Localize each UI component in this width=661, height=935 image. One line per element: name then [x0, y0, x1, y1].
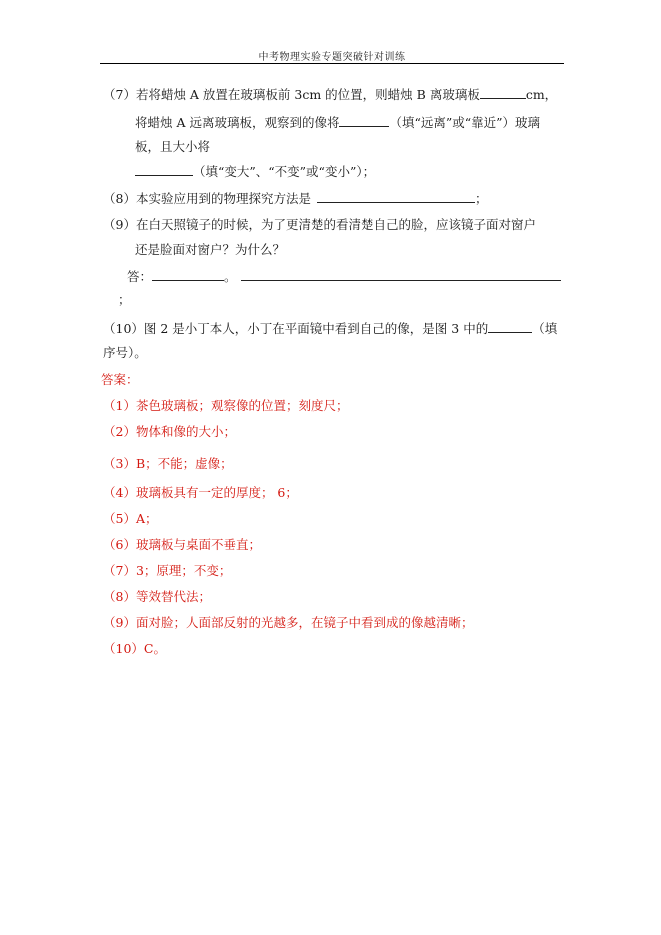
q8-text-1b: ； [474, 191, 488, 206]
header-divider [100, 63, 564, 64]
q7-line-1 [103, 86, 557, 103]
q7-text-2b: （填“远离”或“靠近”）玻璃 [389, 115, 541, 130]
q9-answer-mid: 。 [224, 269, 237, 284]
q7-line-4 [135, 163, 375, 180]
answer-item-9: （9）面对脸；人面部反射的光越多，在镜子中看到成的像越清晰； [103, 615, 474, 630]
q9-answer-line [127, 268, 561, 285]
q9-blank-choice[interactable] [152, 268, 224, 281]
answer-item-8: （8）等效替代法； [103, 589, 211, 604]
q7-text-1a: （7）若将蜡烛 A 放置在玻璃板前 3cm 的位置，则蜡烛 B 离玻璃板 [103, 87, 480, 102]
q7-blank-direction[interactable] [339, 114, 389, 127]
answer-item-5: （5）A； [103, 511, 158, 526]
q8-blank-method[interactable] [317, 190, 475, 203]
q9-answer-end: ； [118, 292, 131, 307]
answer-item-3: （3）B；不能；虚像； [103, 456, 233, 471]
answer-item-7: （7）3；原理；不变； [103, 563, 232, 578]
q10-line-1 [103, 320, 557, 337]
page-header: 中考物理实验专题突破针对训练 [258, 52, 406, 63]
q7-text-1b: cm， [525, 87, 558, 102]
q7-text-2a: 将蜡烛 A 远离玻璃板，观察到的像将 [135, 115, 340, 130]
q7-line-3: 板，且大小将 [135, 139, 211, 154]
q9-line-2: 还是脸面对窗户？为什么？ [135, 242, 286, 257]
answer-item-6: （6）玻璃板与桌面不垂直； [103, 537, 261, 552]
q10-blank-figure[interactable] [488, 320, 532, 333]
q9-answer-label: 答： [127, 269, 153, 284]
q10-text-1a: （10）图 2 是小丁本人，小丁在平面镜中看到自己的像，是图 3 中的 [103, 321, 489, 336]
answer-item-4: （4）玻璃板具有一定的厚度； 6； [103, 485, 298, 500]
answers-label: 答案： [101, 372, 139, 387]
q9-line-1: （9）在白天照镜子的时候，为了更清楚的看清楚自己的脸，应该镜子面对窗户 [103, 217, 536, 232]
q7-line-2 [135, 114, 540, 131]
q10-text-1b: （填 [532, 321, 558, 336]
q8-line-1 [103, 190, 487, 207]
answer-item-1: （1）茶色玻璃板；观察像的位置；刻度尺； [103, 398, 349, 413]
q9-blank-reason[interactable] [241, 268, 561, 281]
q7-text-4: （填“变大”、“不变”或“变小”）； [193, 164, 376, 179]
q8-text-1a: （8）本实验应用到的物理探究方法是 [103, 191, 311, 206]
q10-line-2: 序号）。 [103, 345, 147, 360]
q7-blank-size[interactable] [135, 163, 193, 176]
answer-item-2: （2）物体和像的大小； [103, 424, 236, 439]
answer-item-10: （10）C。 [103, 641, 166, 656]
q7-blank-distance[interactable] [480, 86, 526, 99]
